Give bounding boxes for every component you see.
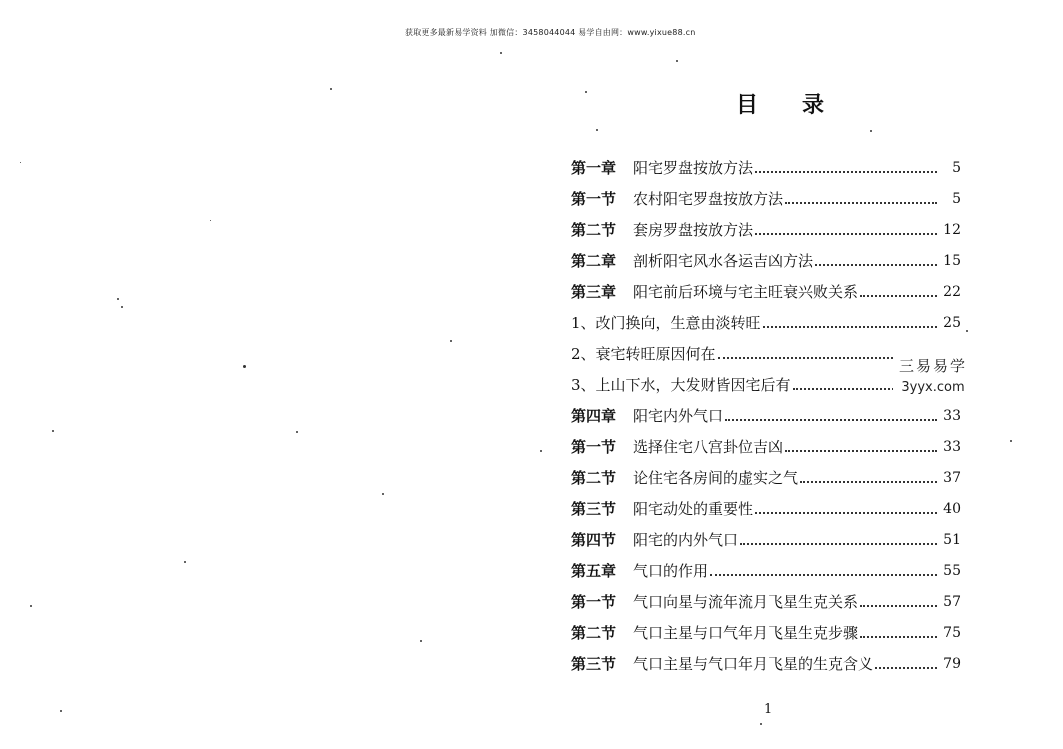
scan-speck xyxy=(121,306,123,308)
toc-entry xyxy=(571,555,961,586)
toc-leader-dots xyxy=(785,435,937,452)
scan-speck xyxy=(60,710,62,712)
toc-entry-page: 79 xyxy=(943,655,961,672)
toc-entry xyxy=(571,431,961,462)
toc-entry-label: 第一节 xyxy=(571,593,617,611)
scan-speck xyxy=(585,91,587,93)
toc-entry-title: 阳宅罗盘按放方法 xyxy=(633,159,754,177)
scan-speck xyxy=(20,162,21,163)
toc-leader-dots xyxy=(860,280,937,297)
toc-entry xyxy=(571,245,961,276)
toc-entry-label: 第三章 xyxy=(571,283,617,301)
toc-leader-dots xyxy=(860,621,937,638)
toc-entry-label: 第一章 xyxy=(571,159,617,177)
toc-entry xyxy=(571,493,961,524)
toc-entry-page: 12 xyxy=(943,221,961,238)
toc-entry-title: 3、上山下水，大发财皆因宅后有 xyxy=(571,376,791,394)
scan-speck xyxy=(210,220,211,221)
toc-leader-dots xyxy=(755,156,937,173)
toc-entry-page: 51 xyxy=(943,531,961,548)
toc-entry xyxy=(571,462,961,493)
toc-entry-label: 第二节 xyxy=(571,624,617,642)
toc-leader-dots xyxy=(740,528,937,545)
toc-entry-page: 15 xyxy=(943,252,961,269)
toc-entry-label: 第二节 xyxy=(571,469,617,487)
watermark-name: 三易易学 xyxy=(899,357,968,375)
toc-entry-page: 33 xyxy=(943,438,961,455)
toc-entry-label: 第三节 xyxy=(571,655,617,673)
scan-speck xyxy=(243,365,246,368)
toc-leader-dots xyxy=(875,652,937,669)
toc-entry-page: 37 xyxy=(943,469,961,486)
toc-entry-title: 1、改门换向，生意由淡转旺 xyxy=(571,314,761,332)
toc-leader-dots xyxy=(763,311,937,328)
toc-entry-page: 25 xyxy=(943,314,961,331)
toc-entry-title: 选择住宅八宫卦位吉凶 xyxy=(633,438,784,456)
toc-entry-title: 论住宅各房间的虚实之气 xyxy=(633,469,799,487)
scan-speck xyxy=(330,88,332,90)
toc-entry-label: 第二节 xyxy=(571,221,617,239)
toc-entry-title: 阳宅前后环境与宅主旺衰兴败关系 xyxy=(633,283,859,301)
toc-entry xyxy=(571,307,961,338)
toc-leader-dots xyxy=(755,497,937,514)
scan-speck xyxy=(382,493,384,495)
scan-speck xyxy=(450,340,452,342)
scan-speck xyxy=(117,298,119,300)
toc-leader-dots xyxy=(710,559,937,576)
toc-entry xyxy=(571,214,961,245)
toc-entry xyxy=(571,183,961,214)
toc-entry-title: 剖析阳宅风水各运吉凶方法 xyxy=(633,252,814,270)
toc-entry xyxy=(571,648,961,679)
toc-entry-label: 第四节 xyxy=(571,531,617,549)
toc-entry-title: 阳宅的内外气口 xyxy=(633,531,739,549)
scan-speck xyxy=(500,52,502,54)
scan-speck xyxy=(184,561,186,563)
watermark-url: 3yyx.com xyxy=(901,380,965,395)
scan-speck xyxy=(540,450,542,452)
toc-entry-label: 第二章 xyxy=(571,252,617,270)
page-title: 目录 xyxy=(736,92,869,118)
toc-entry-title: 气口主星与气口年月飞星的生克含义 xyxy=(633,655,874,673)
toc-leader-dots xyxy=(725,404,937,421)
scan-speck xyxy=(676,60,678,62)
scan-speck xyxy=(966,330,968,332)
scan-speck xyxy=(30,605,32,607)
toc-entry-label: 第三节 xyxy=(571,500,617,518)
header-note: 获取更多最新易学资料 加微信：3458044044 易学自由网：www.yixue88.cn xyxy=(405,28,696,37)
toc-entry-page: 5 xyxy=(952,190,961,207)
toc-entry-page: 5 xyxy=(952,159,961,176)
scan-speck xyxy=(870,130,872,132)
toc-entry-page: 55 xyxy=(943,562,961,579)
scan-speck xyxy=(760,723,762,725)
toc-entry-title: 气口的作用 xyxy=(633,562,709,580)
toc-entry xyxy=(571,617,961,648)
toc-leader-dots xyxy=(815,249,937,266)
toc-entry xyxy=(571,152,961,183)
toc-entry-page: 40 xyxy=(943,500,961,517)
toc-leader-dots xyxy=(785,187,937,204)
toc-entry xyxy=(571,400,961,431)
toc-entry-title: 套房罗盘按放方法 xyxy=(633,221,754,239)
toc-entry-label: 第五章 xyxy=(571,562,617,580)
toc-entry-label: 第一节 xyxy=(571,438,617,456)
toc-entry-page: 22 xyxy=(943,283,961,300)
toc-entry-title: 气口向星与流年流月飞星生克关系 xyxy=(633,593,859,611)
toc-entry-title: 阳宅动处的重要性 xyxy=(633,500,754,518)
scan-speck xyxy=(52,430,54,432)
toc-entry-page: 75 xyxy=(943,624,961,641)
toc-entry xyxy=(571,586,961,617)
toc-entry-title: 阳宅内外气口 xyxy=(633,407,724,425)
toc-entry xyxy=(571,276,961,307)
scan-speck xyxy=(420,640,422,642)
toc-entry-label: 第一节 xyxy=(571,190,617,208)
table-of-contents xyxy=(571,152,961,679)
toc-entry-page: 57 xyxy=(943,593,961,610)
watermark xyxy=(893,353,973,397)
toc-entry-page: 33 xyxy=(943,407,961,424)
toc-entry-title: 气口主星与口气年月飞星生克步骤 xyxy=(633,624,859,642)
toc-entry-title: 2、衰宅转旺原因何在 xyxy=(571,345,716,363)
toc-leader-dots xyxy=(860,590,937,607)
toc-leader-dots xyxy=(755,218,937,235)
toc-entry xyxy=(571,524,961,555)
scan-speck xyxy=(296,431,298,433)
scan-speck xyxy=(596,129,598,131)
page-number: 1 xyxy=(764,702,773,717)
toc-leader-dots xyxy=(800,466,937,483)
scan-speck xyxy=(1010,440,1012,442)
toc-entry-label: 第四章 xyxy=(571,407,617,425)
toc-entry-title: 农村阳宅罗盘按放方法 xyxy=(633,190,784,208)
